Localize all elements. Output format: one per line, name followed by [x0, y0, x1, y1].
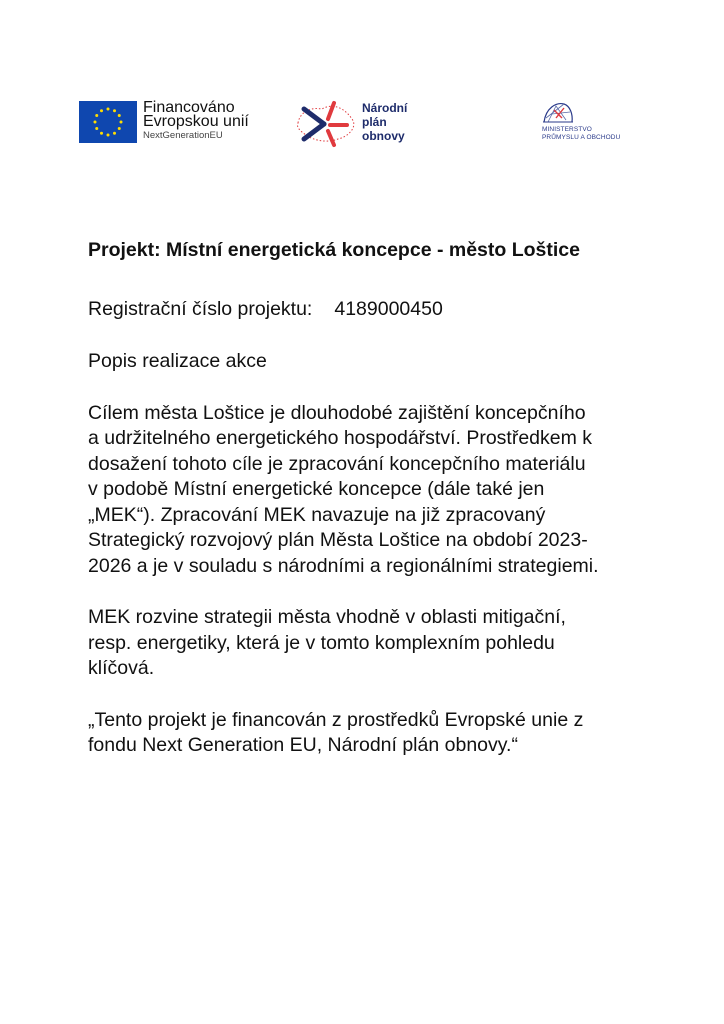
eu-star	[100, 132, 103, 135]
eu-star	[118, 127, 121, 130]
eu-logo-line2: Evropskou unií	[143, 113, 249, 130]
npo-logo-line2: plán	[362, 115, 387, 129]
eu-logo-line3: NextGenerationEU	[143, 130, 223, 141]
paragraph-funding	[88, 708, 648, 759]
registration-label: Registrační číslo projektu:	[88, 297, 313, 320]
eu-star	[95, 127, 98, 130]
eu-flag-icon	[79, 101, 137, 143]
paragraph-line: klíčová.	[88, 657, 155, 679]
npo-logo-line1: Národní	[362, 101, 408, 115]
npo-logo-line3: obnovy	[362, 129, 405, 143]
eu-star	[94, 121, 97, 124]
eu-star	[118, 114, 121, 117]
eu-logo-text	[143, 101, 254, 143]
mpo-logo	[540, 100, 640, 148]
section-heading: Popis realizace akce	[88, 350, 267, 372]
paragraph-line: a udržitelného energetického hospodářství. Prostředkem k	[88, 427, 593, 449]
eu-star	[95, 114, 98, 117]
mpo-logo-line1: MINISTERSTVO	[542, 126, 592, 133]
paragraph-line: 2026 a je v souladu s národními a regionálními strategiemi.	[88, 554, 599, 577]
registration-row	[88, 297, 648, 323]
paragraph-line: Cílem města Loštice je dlouhodobé zajištění koncepčního	[88, 401, 586, 424]
paragraph-line: fondu Next Generation EU, Národní plán obnovy.“	[88, 734, 518, 756]
eu-star	[113, 109, 116, 112]
mpo-mark-icon	[542, 100, 574, 124]
registration-number: 4189000450	[334, 297, 443, 320]
paragraph-line: dosažení tohoto cíle je zpracování koncepčního materiálu	[88, 452, 586, 475]
paragraph-line: Strategický rozvojový plán Města Loštice na období 2023-	[88, 529, 588, 551]
document-body	[88, 238, 648, 759]
npo-logo-text	[362, 101, 407, 143]
npo-logo	[292, 97, 432, 149]
paragraph-line: MEK rozvine strategii města vhodně v oblasti mitigační,	[88, 606, 566, 628]
mpo-logo-text	[542, 126, 620, 142]
eu-star	[120, 121, 123, 124]
npo-mark-icon	[292, 97, 360, 149]
paragraph-line: „MEK“). Zpracování MEK navazuje na již zpracovaný	[88, 503, 546, 526]
paragraph-line: resp. energetiky, která je v tomto komplexním pohledu	[88, 631, 555, 654]
eu-star	[107, 108, 110, 111]
paragraph-strategy	[88, 605, 648, 682]
paragraph-line: v podobě Místní energetické koncepce (dále také jen	[88, 478, 545, 500]
paragraph-goal	[88, 401, 648, 580]
eu-funding-logo	[79, 101, 254, 146]
eu-star	[107, 134, 110, 137]
mpo-logo-line2: PRŮMYSLU A OBCHODU	[542, 134, 621, 141]
paragraph-line: „Tento projekt je financován z prostředků Evropské unie z	[88, 708, 584, 731]
eu-star	[100, 109, 103, 112]
eu-logo-line1: Financováno	[143, 99, 235, 116]
project-title: Projekt: Místní energetická koncepce - město Loštice	[88, 239, 580, 261]
eu-star	[113, 132, 116, 135]
